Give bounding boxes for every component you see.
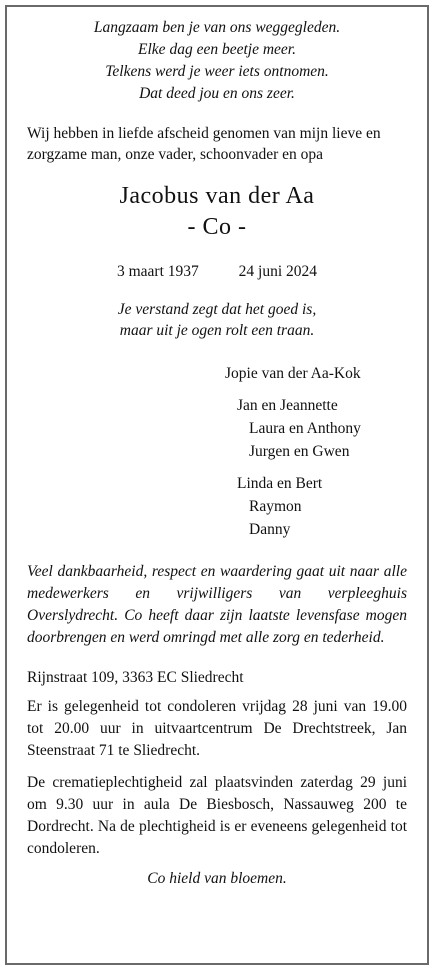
- opening-poem: [27, 17, 407, 105]
- nickname: - Co -: [187, 214, 247, 240]
- grandchild: Raymon: [249, 498, 302, 515]
- grandchild: Danny: [249, 521, 291, 538]
- quote-line: Je verstand zegt dat het goed is,: [117, 301, 317, 318]
- life-dates: [27, 261, 407, 282]
- death-date: 24 juni 2024: [238, 263, 318, 280]
- child-couple: Jan en Jeannette: [237, 397, 338, 414]
- poem-line: Langzaam ben je van ons weggegleden.: [93, 19, 341, 36]
- quote: [27, 299, 407, 341]
- condolence-info: Er is gelegenheid tot condoleren vrijdag 28 juni van 19.00 tot 20.00 uur in uitvaartcentrum De Drechtstreek, Jan Steenstraat 71 te Sliedrecht.: [27, 698, 407, 759]
- obituary-content: [27, 17, 407, 889]
- poem-line: Telkens werd je weer iets ontnomen.: [105, 63, 329, 80]
- home-address: Rijnstraat 109, 3363 EC Sliedrecht: [27, 669, 244, 686]
- birth-date: 3 maart 1937: [116, 263, 199, 280]
- thanks-text: Veel dankbaarheid, respect en waardering gaat uit naar alle medewerkers en vrijwilligers van verpleeghuis Overslydrecht. Co heeft daar zijn laatste levensfase mogen doorbrengen en werd omringd met alle zorg en tederheid.: [27, 563, 407, 646]
- intro-text: Wij hebben in liefde afscheid genomen van mijn lieve en zorgzame man, onze vader, schoonvader en opa: [27, 125, 381, 163]
- obituary-card: [5, 5, 429, 965]
- child-couple: Linda en Bert: [237, 475, 323, 492]
- closing-note: Co hield van bloemen.: [147, 870, 287, 887]
- spouse-name: Jopie van der Aa-Kok: [225, 365, 361, 382]
- family-list: [225, 362, 407, 541]
- poem-line: Dat deed jou en ons zeer.: [139, 85, 295, 102]
- grandchild-couple: Laura en Anthony: [249, 420, 361, 437]
- cremation-info: De crematieplechtigheid zal plaatsvinden zaterdag 29 juni om 9.30 uur in aula De Biesbosch, Nassauweg 200 te Dordrecht. Na de plechtigheid is er eveneens gelegenheid tot condoleren.: [27, 774, 407, 857]
- full-name: Jacobus van der Aa: [119, 183, 315, 209]
- poem-line: Elke dag een beetje meer.: [138, 41, 296, 58]
- grandchild-couple: Jurgen en Gwen: [249, 443, 350, 460]
- quote-line: maar uit je ogen rolt een traan.: [119, 322, 315, 339]
- deceased-name: [27, 181, 407, 243]
